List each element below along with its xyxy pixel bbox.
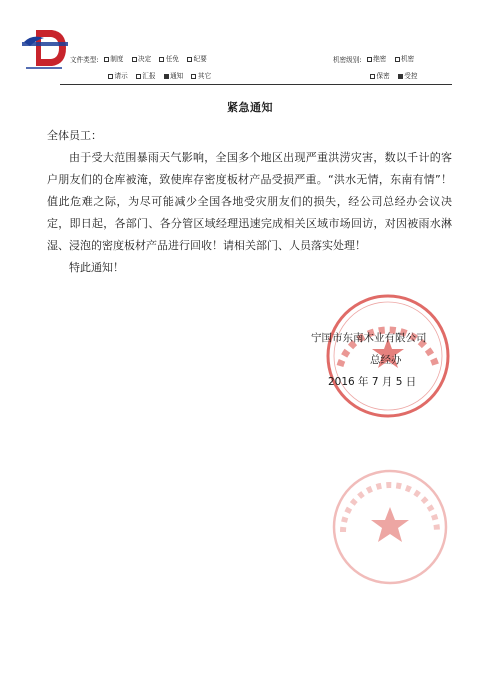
checkbox-3[interactable] bbox=[187, 57, 192, 62]
doc-type-option[interactable]: 任免 bbox=[159, 55, 179, 64]
checkbox-5[interactable] bbox=[136, 74, 141, 79]
secret-level-row-2 bbox=[370, 72, 423, 82]
body-paragraph: 由于受大范围暴雨天气影响，全国多个地区出现严重洪涝灾害，数以千计的客户朋友们的仓库被淹，致使库存密度板材产品受损严重。“洪水无情，东南有情”！值此危难之际，为尽可能减少全国各地受灾朋友们的损失，经公司总经办会议决定，即日起，各部门、各分管区域经理迅速完成相关区域市场回访，对因被雨水淋湿、浸泡的密度板材产品进行回收！请相关部门、人员落实处理！ bbox=[47, 151, 452, 252]
secret-level-option[interactable]: 保密 bbox=[370, 72, 390, 81]
doc-type-option[interactable]: 汇报 bbox=[136, 72, 156, 81]
department-name: 总经办 bbox=[370, 354, 402, 366]
doc-type-row bbox=[70, 55, 213, 65]
checkbox-4[interactable] bbox=[108, 74, 113, 79]
checkbox-secret-1[interactable] bbox=[395, 57, 400, 62]
company-name: 宁国市东南木业有限公司 bbox=[311, 332, 427, 344]
checkbox-secret-2[interactable] bbox=[370, 74, 375, 79]
closing-line: 特此通知！ bbox=[69, 261, 124, 274]
checkbox-0[interactable] bbox=[104, 57, 109, 62]
doc-type-option[interactable]: 纪要 bbox=[187, 55, 207, 64]
greeting: 全体员工： bbox=[47, 129, 102, 142]
company-logo bbox=[22, 24, 68, 72]
seal-impression-icon bbox=[325, 462, 455, 592]
checkbox-6-checked[interactable] bbox=[164, 74, 169, 79]
notice-body bbox=[47, 125, 452, 279]
notice-date: 2016 年 7 月 5 日 bbox=[328, 376, 417, 388]
doc-type-option[interactable]: 其它 bbox=[191, 72, 211, 81]
header-divider bbox=[60, 84, 452, 85]
notice-title: 紧急通知 bbox=[227, 101, 273, 114]
doc-type-row-2 bbox=[108, 72, 217, 82]
doc-type-option[interactable]: 请示 bbox=[108, 72, 128, 81]
doc-type-option[interactable]: 决定 bbox=[132, 55, 152, 64]
secret-level-option[interactable]: 受控 bbox=[398, 72, 418, 81]
secret-level-row bbox=[333, 55, 420, 65]
doc-type-option[interactable]: 制度 bbox=[104, 55, 124, 64]
checkbox-2[interactable] bbox=[159, 57, 164, 62]
doc-type-option[interactable]: 通知 bbox=[164, 72, 184, 81]
checkbox-secret-3-checked[interactable] bbox=[398, 74, 403, 79]
checkbox-1[interactable] bbox=[132, 57, 137, 62]
secret-level-label: 机密级别: bbox=[333, 56, 362, 64]
secret-level-option[interactable]: 绝密 bbox=[367, 55, 387, 64]
checkbox-secret-0[interactable] bbox=[367, 57, 372, 62]
doc-type-label: 文件类型: bbox=[70, 56, 99, 64]
checkbox-7[interactable] bbox=[191, 74, 196, 79]
secret-level-option[interactable]: 机密 bbox=[395, 55, 415, 64]
